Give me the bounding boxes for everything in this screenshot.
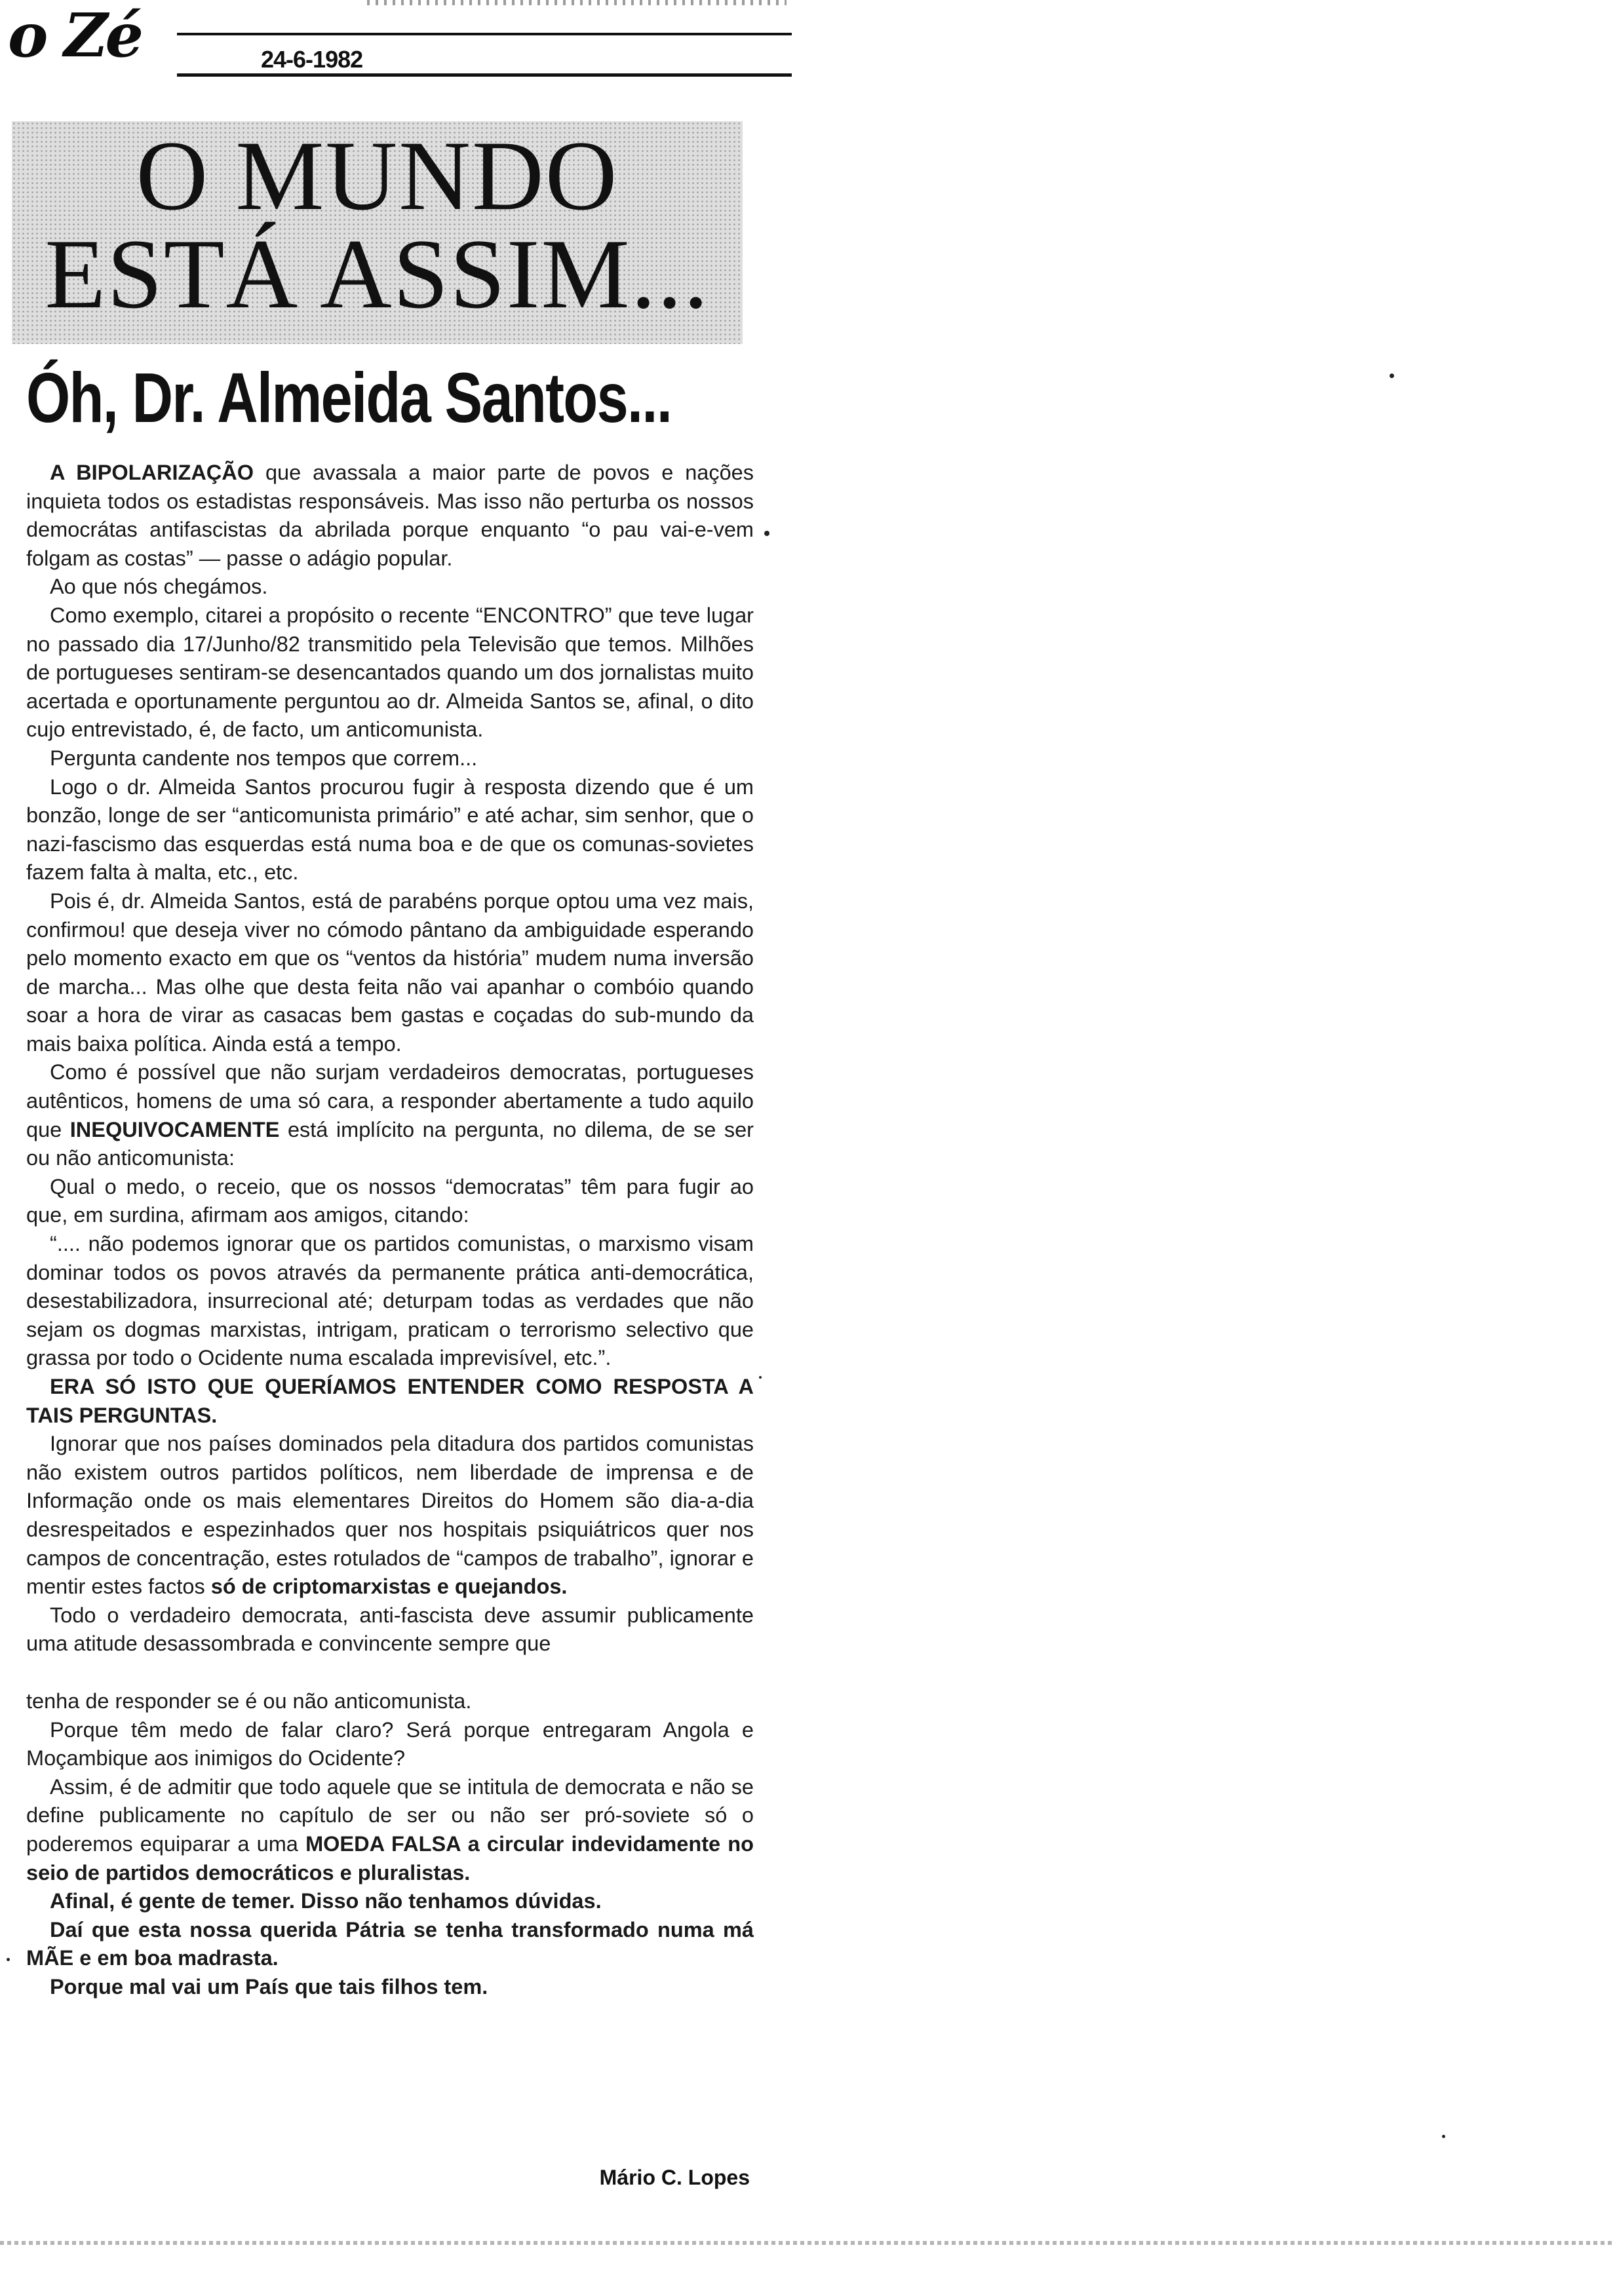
author-byline: Mário C. Lopes: [599, 2166, 750, 2189]
scan-speck: [7, 1958, 10, 1961]
paragraph: [26, 1773, 754, 1887]
paragraph: Porque têm medo de falar claro? Será porque entregaram Angola e Moçambique aos inimigos do Ocidente?: [26, 1717, 754, 1770]
paragraph: Qual o medo, o receio, que os nossos “democratas” têm para fugir ao que, em surdina, afirmam aos amigos, citando:: [26, 1174, 754, 1227]
paragraph: Ao que nós chegámos.: [50, 575, 268, 599]
lead-in: A BIPOLARIZAÇÃO: [50, 461, 254, 484]
paragraph: [26, 459, 754, 573]
paragraph-text: Ignorar que nos países dominados pela ditadura dos partidos comunistas não existem outros partidos políticos, nem liberdade de imprensa e de Informação onde os mais elementares Direitos do Homem são dia-a-dia desrespeitados e espezinhados quer nos hospitais psiquiátricos quer nos campos de concentração, estes rotulados de “campos de trabalho”, ignorar e mentir estes factos: [26, 1432, 754, 1599]
article-body: [26, 459, 754, 2001]
scan-speck: [1442, 2135, 1445, 2138]
scan-speck: [764, 531, 769, 536]
emphasis-paragraph: ERA SÓ ISTO QUE QUERÍAMOS ENTENDER COMO RESPOSTA A TAIS PERGUNTAS.: [26, 1375, 754, 1427]
emphasis-paragraph: Daí que esta nossa querida Pátria se tenha transformado numa má MÃE e em boa madrasta.: [26, 1917, 754, 1970]
paragraph-text: está implícito na pergunta, no dilema, de se ser ou não anticomunista:: [26, 1117, 754, 1170]
paragraph-text: Assim, é de admitir que todo aquele que se intitula de democrata e não se define publicamente no capítulo de ser ou não ser pró-soviete só o poderemos equiparar a uma: [26, 1774, 754, 1856]
article-headline: Óh, Dr. Almeida Santos...: [26, 358, 672, 437]
masthead-rule-bottom: [177, 73, 792, 77]
scan-speck: [1390, 373, 1394, 378]
scan-speck: [759, 1376, 762, 1379]
emphasis: MOEDA FALSA a circular indevidamente no seio de partidos democráticos e pluralistas.: [26, 1831, 754, 1885]
paragraph-text: Como é possível que não surjam verdadeiros democratas, portugueses autênticos, homens de uma só cara, a responder abertamente a tudo aquilo que: [26, 1060, 754, 1141]
paragraph: tenha de responder se é ou não anticomunista.: [26, 1689, 472, 1713]
newspaper-logo: o Zé: [8, 0, 142, 71]
paragraph: Pergunta candente nos tempos que correm...: [50, 746, 478, 770]
paragraph: Pois é, dr. Almeida Santos, está de parabéns porque optou uma vez mais, confirmou! que deseja viver no cómodo pântano da ambiguidade esperando pelo momento exacto em que os “ventos da história” mudem numa inversão de marcha... Mas olhe que desta feita não vai apanhar o combóio quando soar a hora de virar as casacas bem gastas e coçadas do sub-mundo da mais baixa política. Ainda está a tempo.: [26, 889, 754, 1056]
emphasis: INEQUIVOCAMENTE: [69, 1117, 280, 1141]
emphasis: só de criptomarxistas e quejandos.: [210, 1575, 568, 1599]
masthead-rule-top: [177, 33, 792, 35]
section-banner: [12, 121, 743, 344]
section-title: O MUNDO ESTÁ ASSIM...: [45, 121, 710, 329]
paragraph: Logo o dr. Almeida Santos procurou fugir à resposta dizendo que é um bonzão, longe de ser “anticomunista primário” e até achar, sim senhor, que o nazi-fascismo das esquerdas está numa boa e de que os comunas-sovietes fazem falta à malta, etc., etc.: [26, 775, 754, 885]
emphasis-paragraph: Afinal, é gente de temer. Disso não tenhamos dúvidas.: [50, 1889, 602, 1913]
scan-bottom-edge: [0, 2241, 1615, 2245]
masthead: [5, 0, 792, 82]
quotation: “.... não podemos ignorar que os partidos comunistas, o marxismo visam dominar todos os povos através da permanente prática anti-democrática, desestabilizadora, insurrecional até; deturpam todas as verdades que não sejam os dogmas marxistas, intrigam, praticam o terrorismo selectivo que grassa por todo o Ocidente numa escalada imprevisível, etc.”.: [26, 1232, 754, 1370]
emphasis-paragraph: Porque mal vai um País que tais filhos tem.: [50, 1974, 488, 1999]
paragraph: Todo o verdadeiro democrata, anti-fascista deve assumir publicamente uma atitude desassombrada e convincente sempre que: [26, 1603, 754, 1656]
paragraph: [26, 1058, 754, 1172]
paragraph-text: que avassala a maior parte de povos e nações inquieta todos os estadistas responsáveis. Mas isso não perturba os nossos democrátas antifascistas da abrilada porque enquanto “o pau vai-e-vem folgam as costas” — passe o adágio popular.: [26, 461, 754, 570]
paragraph: Como exemplo, citarei a propósito o recente “ENCONTRO” que teve lugar no passado dia 17/Junho/82 transmitido pela Televisão que temos. Milhões de portugueses sentiram-se desencantados quando um dos jornalistas muito acertada e oportunamente perguntou ao dr. Almeida Santos se, afinal, o dito cujo entrevistado, é, de facto, um anticomunista.: [26, 603, 754, 742]
paragraph: [26, 1430, 754, 1601]
publication-date: 24-6-1982: [261, 46, 363, 73]
